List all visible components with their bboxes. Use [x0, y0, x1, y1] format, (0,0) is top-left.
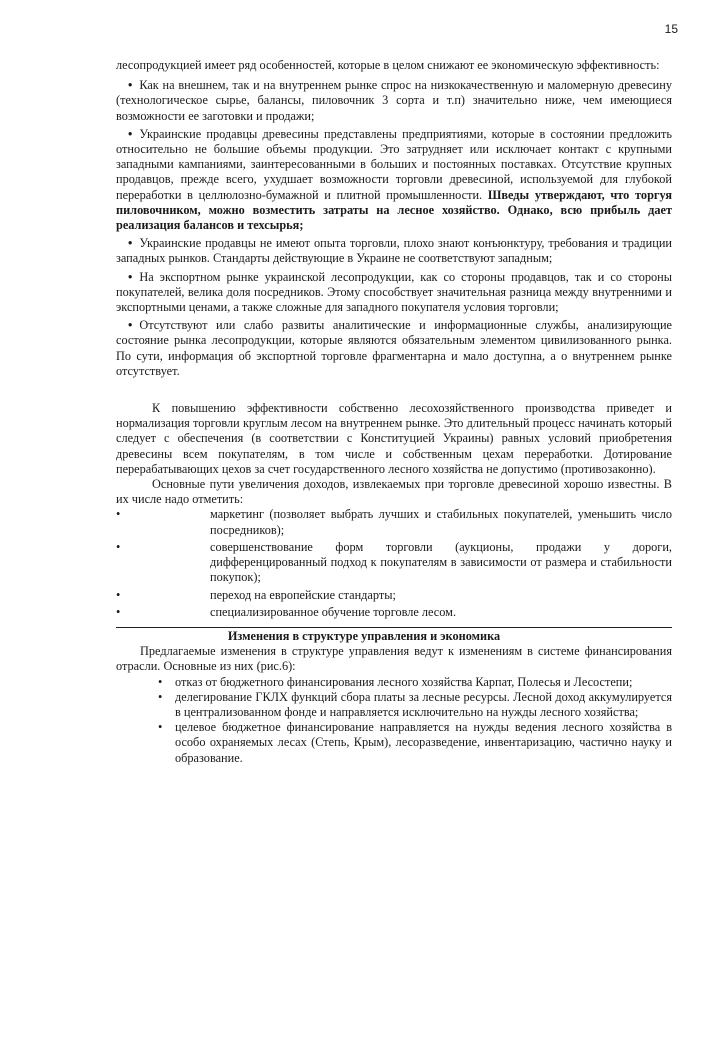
list-item: • переход на европейские стандарты; — [170, 588, 672, 603]
page-number: 15 — [664, 22, 678, 36]
paragraph-efficiency: К повышению эффективности собственно лесохозяйственного производства приведет и нормализация торговли круглым лесом на внутреннем рынке. Это длительный процесс начинать который следует с обеспечения (в соответствии с Конституцией Украины) равных условий приобретения древесины всем покупателям, в том числе и собственным цехам переработки. Дотирование перерабатывающих цехов за счет государственного лесного хозяйства не допустимо (противозаконно). — [116, 401, 672, 476]
section-divider — [116, 627, 672, 628]
list-item: • отказ от бюджетного финансирования лесного хозяйства Карпат, Полесья и Лесостепи; — [158, 675, 672, 690]
changes-list — [116, 675, 672, 766]
list-item: • делегирование ГКЛХ функций сбора платы за лесные ресурсы. Лесной доход аккумулируется в централизованном фонде и направляется исключительно на нужды лесного хозяйства; — [158, 690, 672, 720]
paragraph-income-paths: Основные пути увеличения доходов, извлекаемых при торговле древесиной хорошо известны. В их числе надо отметить: — [116, 477, 672, 507]
section-heading: Изменения в структуре управления и экономика — [227, 628, 501, 643]
bullet-item: • Отсутствуют или слабо развиты аналитические и информационные службы, анализирующие состояние рынка лесопродукции, которые являются обязательным элементом цивилизованного рынка. По сути, информация об экспортной торговле фрагментарна и мало доступна, а о внутреннем рынке отсутствует. — [116, 318, 672, 379]
bullet-item: • Украинские продавцы древесины представлены предприятиями, которые в состоянии предложить относительно не большие объемы продукции. Это затрудняет или исключает контакт с крупными западными кампаниями, заинтересованными в больших и постоянных поставках. Отсутствие крупных продавцов, прежде всего, ухудшает возможности торговли древесиной, используемой для глубокой переработки в целлюлозно-бумажной и плитной промышленности. Шведы утверждают, что торгуя пиловочником, можно возместить затраты на лесное хозяйство. Однако, всю прибыль дает реализация балансов и техсырья; — [116, 127, 672, 233]
bullet-item: • Как на внешнем, так и на внутреннем рынке спрос на низкокачественную и маломерную древесину (технологическое сырье, балансы, пиловочник 3 сорта и т.п) значительно ниже, чем имеющиеся возможности ее заготовки и продажи; — [116, 78, 672, 124]
bullet-item: • На экспортном рынке украинской лесопродукции, как со стороны продавцов, так и со стороны покупателей, велика доля посредников. Этому способствует значительная разница между внутренними и экспортными ценами, а также сложные для западного покупателя условия торговли; — [116, 270, 672, 316]
bullet-item: • Украинские продавцы не имеют опыта торговли, плохо знают конъюнктуру, требования и традиции западных рынков. Стандарты действующие в Украине не соответствуют западным; — [116, 236, 672, 266]
list-item: • целевое бюджетное финансирование направляется на нужды ведения лесного хозяйства в особо охраняемых лесах (Степь, Крым), лесоразведение, инвентаризацию, частично науку и образование. — [158, 720, 672, 766]
bold-statement: Шведы утверждают, что торгуя пиловочником, можно возместить затраты на лесное хозяйство. Однако, всю прибыль дает реализация балансов и техсырья; — [116, 187, 672, 233]
income-paths-list — [116, 507, 672, 619]
list-item: • совершенствование форм торговли (аукционы, продажи у дороги, дифференцированный подход к покупателям в зависимости от размера и стабильности покупок); — [170, 540, 672, 586]
intro-paragraph: лесопродукцией имеет ряд особенностей, которые в целом снижают ее экономическую эффективность: — [116, 58, 660, 72]
list-item: • специализированное обучение торговле лесом. — [170, 605, 672, 620]
list-item: • маркетинг (позволяет выбрать лучших и стабильных покупателей, уменьшить число посредников); — [170, 507, 672, 537]
document-body — [116, 58, 672, 766]
paragraph-changes: Предлагаемые изменения в структуре управления ведут к изменениям в системе финансирования отрасли. Основные из них (рис.6): — [116, 644, 672, 674]
